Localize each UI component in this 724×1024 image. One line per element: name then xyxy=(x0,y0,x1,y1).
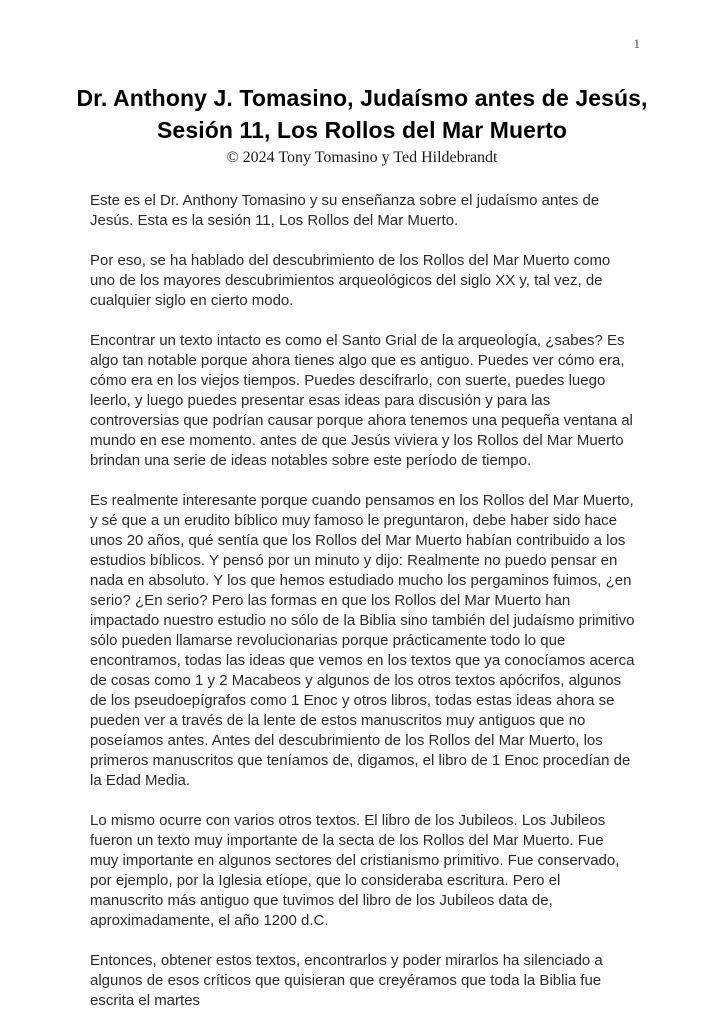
paragraph: Este es el Dr. Anthony Tomasino y su enseñanza sobre el judaísmo antes de Jesús. Esta es la sesión 11, Los Rollos del Mar Muerto. xyxy=(90,192,600,229)
paragraph: Es realmente interesante porque cuando pensamos en los Rollos del Mar Muerto, y sé que a un erudito bíblico muy famoso le preguntaron, debe haber sido hace unos 20 años, qué sentía que los Rollos del Mar Muerto habían contribuido a los estudios bíblicos. Y pensó por un minuto y dijo: Realmente no puedo pensar en nada en absoluto. Y los que hemos estudiado mucho los pergaminos fuimos, ¿en serio? ¿En serio? Pero las formas en que los Rollos del Mar Muerto han impactado nuestro estudio no sólo de la Biblia sino también del judaísmo primitivo sólo pueden llamarse revolucionarias porque prácticamente todo lo que encontramos, todas las ideas que vemos en los textos que ya conocíamos acerca de cosas como 1 y 2 Macabeos y algunos de los otros textos apócrifos, algunos de los pseudoepígrafos como 1 Enoc y otros libros, todas estas ideas ahora se pueden ver a través de la lente de estos manuscritos muy antiguos que no poseíamos antes. Antes del descubrimiento de los Rollos del Mar Muerto, los primeros manuscritos que teníamos de, digamos, el libro de 1 Enoc procedían de la Edad Media. xyxy=(90,492,635,789)
document-title-line-2: Sesión 11, Los Rollos del Mar Muerto xyxy=(156,117,568,143)
document-title-line-1: Dr. Anthony J. Tomasino, Judaísmo antes de Jesús, xyxy=(76,85,648,111)
copyright-line: © 2024 Tony Tomasino y Ted Hildebrandt xyxy=(226,149,498,166)
page-number: 1 xyxy=(633,36,640,51)
paragraph: Lo mismo ocurre con varios otros textos. El libro de los Jubileos. Los Jubileos fueron un texto muy importante de la secta de los Rollos del Mar Muerto. Fue muy importante en algunos sectores del cristianismo primitivo. Fue conservado, por ejemplo, por la Iglesia etíope, que lo consideraba escritura. Pero el manuscrito más antiguo que tuvimos del libro de los Jubileos data de, aproximadamente, el año 1200 d.C. xyxy=(90,812,620,929)
paragraph: Por eso, se ha hablado del descubrimiento de los Rollos del Mar Muerto como uno de los mayores descubrimientos arqueológicos del siglo XX y, tal vez, de cualquier siglo en cierto modo. xyxy=(90,252,611,309)
document-body xyxy=(0,167,724,1011)
title-block xyxy=(0,82,724,146)
paragraph: Encontrar un texto intacto es como el Santo Grial de la arqueología, ¿sabes? Es algo tan notable porque ahora tienes algo que es antiguo. Puedes ver cómo era, cómo era en los viejos tiempos. Puedes descifrarlo, con suerte, puedes luego leerlo, y luego puedes presentar esas ideas para discusión y para las controversias que podrían causar porque ahora tenemos una pequeña ventana al mundo en ese momento. antes de que Jesús viviera y los Rollos del Mar Muerto brindan una serie de ideas notables sobre este período de tiempo. xyxy=(90,332,633,469)
paragraph: Entonces, obtener estos textos, encontrarlos y poder mirarlos ha silenciado a algunos de esos críticos que quisieran que creyéramos que toda la Biblia fue escrita el martes xyxy=(90,952,603,1009)
